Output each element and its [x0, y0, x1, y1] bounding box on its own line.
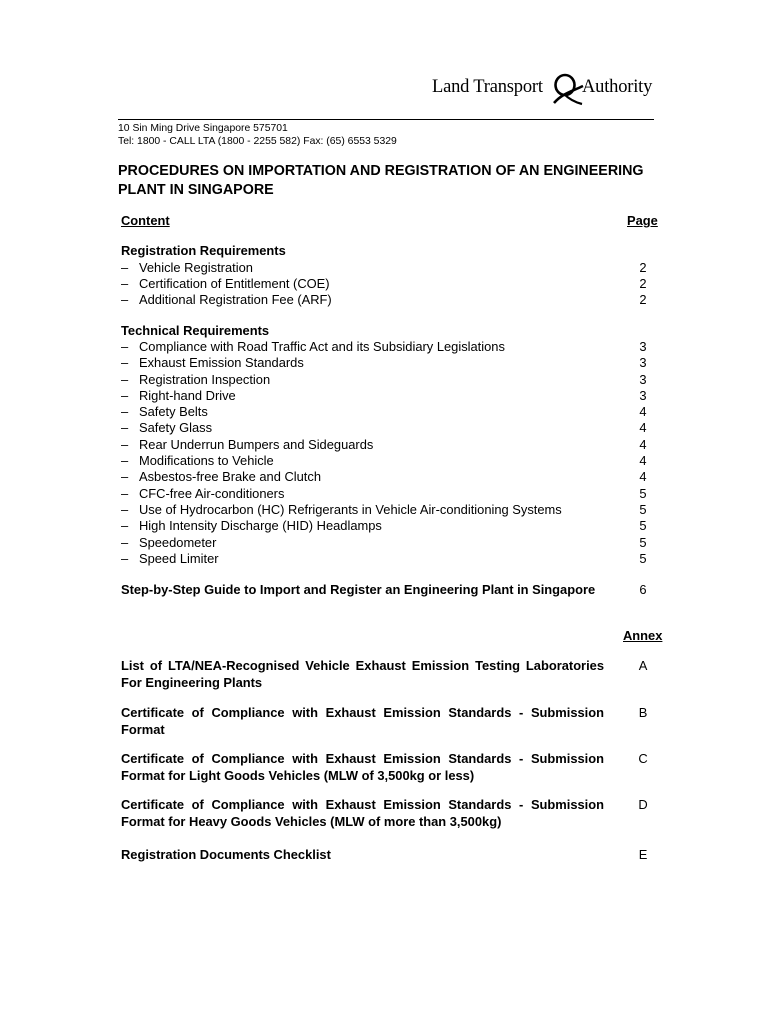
toc-item: – Right-hand Drive	[121, 388, 236, 403]
toc-page-number: 2	[639, 260, 647, 275]
toc-item: – Exhaust Emission Standards	[121, 355, 304, 370]
toc-page-number: 4	[639, 437, 647, 452]
toc-page-number: 5	[639, 502, 647, 517]
annex-item: Certificate of Compliance with Exhaust Emission Standards - Submission Format for Light Goods Vehicles (MLW of 3,500kg or less)	[121, 751, 604, 783]
toc-item: – Additional Registration Fee (ARF)	[121, 292, 332, 307]
technical-heading: Technical Requirements	[121, 323, 270, 338]
toc-item: – Vehicle Registration	[121, 260, 253, 275]
annex-letter: B	[638, 705, 648, 720]
toc-item: – Safety Belts	[121, 404, 208, 419]
toc-page-number: 5	[639, 518, 647, 533]
toc-item: – High Intensity Discharge (HID) Headlamps	[121, 518, 382, 533]
registration-heading: Registration Requirements	[121, 243, 286, 258]
page-title: PROCEDURES ON IMPORTATION AND REGISTRATION OF AN ENGINEERING PLANT IN SINGAPORE	[118, 163, 644, 198]
toc-page-number: 3	[639, 339, 647, 354]
content-heading: Content	[121, 213, 170, 228]
annex-item: Certificate of Compliance with Exhaust Emission Standards - Submission Format for Heavy Goods Vehicles (MLW of more than 3,500kg)	[121, 797, 604, 829]
toc-item: – Use of Hydrocarbon (HC) Refrigerants in Vehicle Air-conditioning Systems	[121, 502, 562, 517]
toc-item: – Certification of Entitlement (COE)	[121, 276, 330, 291]
toc-item: – Asbestos-free Brake and Clutch	[121, 469, 321, 484]
toc-page-number: 3	[639, 372, 647, 387]
annex-letter: A	[638, 658, 648, 673]
toc-item: – Speedometer	[121, 535, 217, 550]
toc-page-number: 4	[639, 404, 647, 419]
toc-page-number: 3	[639, 355, 647, 370]
annex-letter: D	[638, 797, 648, 812]
annex-letter: C	[638, 751, 648, 766]
toc-item: – Compliance with Road Traffic Act and its Subsidiary Legislations	[121, 339, 505, 354]
toc-page-number: 4	[639, 420, 647, 435]
toc-item: – CFC-free Air-conditioners	[121, 486, 285, 501]
toc-item: – Speed Limiter	[121, 551, 219, 566]
header-divider	[118, 119, 654, 120]
logo-text-left: Land Transport	[432, 77, 543, 97]
annex-item: Registration Documents Checklist	[121, 847, 331, 862]
annex-item: List of LTA/NEA-Recognised Vehicle Exhaust Emission Testing Laboratories For Engineering Plants	[121, 658, 604, 690]
toc-page-number: 6	[639, 582, 647, 597]
toc-page-number: 5	[639, 486, 647, 501]
toc-page-number: 4	[639, 453, 647, 468]
lta-logo	[432, 72, 654, 108]
contact-line: Tel: 1800 - CALL LTA (1800 - 2255 582) Fax: (65) 6553 5329	[118, 136, 397, 147]
toc-item: – Registration Inspection	[121, 372, 271, 387]
toc-page-number: 4	[639, 469, 647, 484]
annex-letter: E	[638, 847, 648, 862]
toc-page-number: 2	[639, 276, 647, 291]
annex-heading: Annex	[623, 628, 663, 643]
toc-page-number: 5	[639, 535, 647, 550]
toc-page-number: 5	[639, 551, 647, 566]
page-heading: Page	[627, 213, 658, 228]
lta-emblem-icon	[550, 72, 584, 106]
annex-item: Certificate of Compliance with Exhaust Emission Standards - Submission Format	[121, 705, 604, 737]
toc-page-number: 3	[639, 388, 647, 403]
logo-text-right: Authority	[582, 77, 653, 97]
toc-item: – Rear Underrun Bumpers and Sideguards	[121, 437, 374, 452]
toc-item: – Safety Glass	[121, 420, 213, 435]
toc-page-number: 2	[639, 292, 647, 307]
toc-item: – Modifications to Vehicle	[121, 453, 274, 468]
guide-heading: Step-by-Step Guide to Import and Register an Engineering Plant in Singapore	[121, 582, 596, 597]
address-line: 10 Sin Ming Drive Singapore 575701	[118, 123, 288, 134]
